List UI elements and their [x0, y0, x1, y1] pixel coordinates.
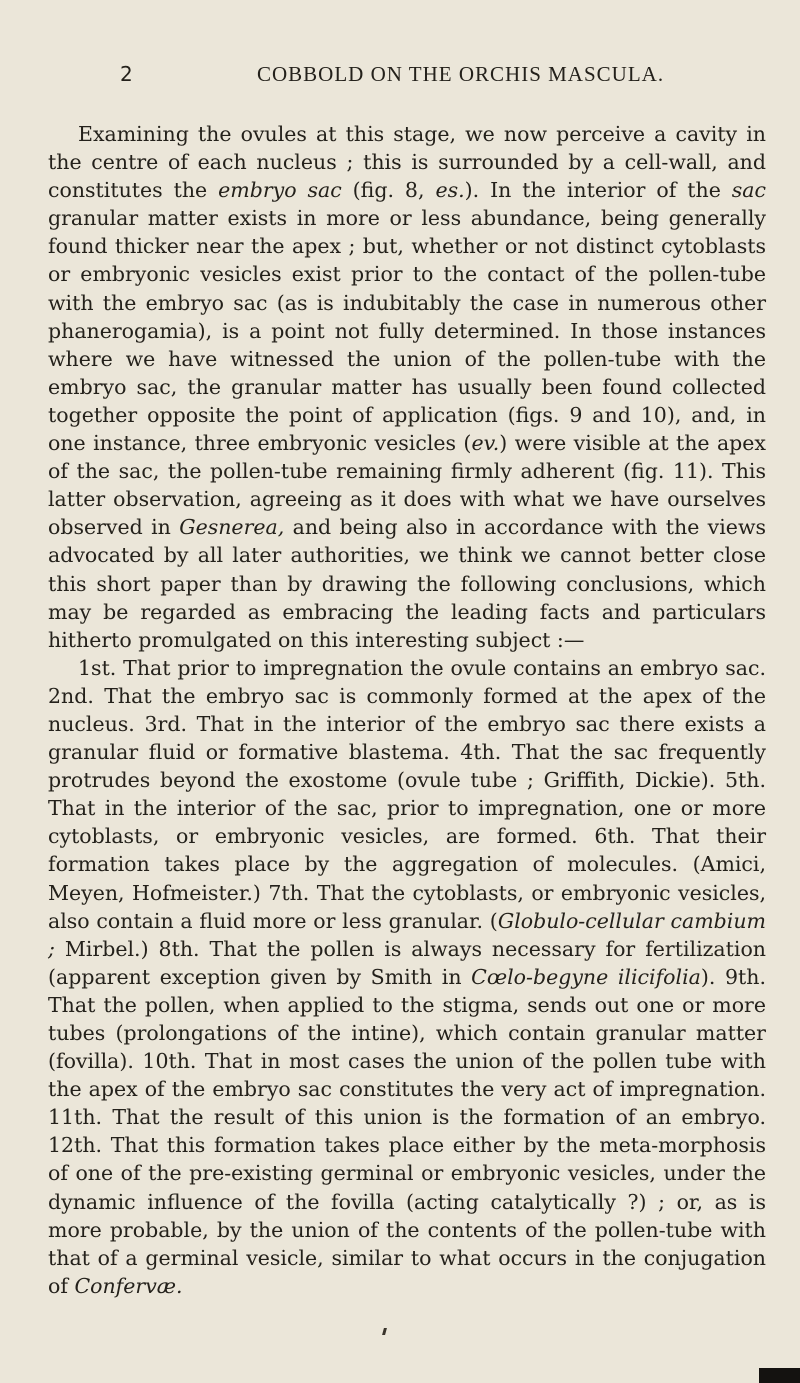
- italic-run: Globulo-cellular cambium ;: [48, 908, 766, 961]
- text-run: 1st. That prior to impregnation the ovule contains an embryo sac. 2nd. That the embryo sac is commonly formed at the apex of the nucleus. 3rd. That in the interior of the embryo sac there exists a granular fluid or formative blastema. 4th. That the sac frequently protrudes beyond the exostome (ovule tube ; Griffith, Dickie). 5th. That in the interior of the sac, prior to impregnation, one or more cytoblasts, or embryonic vesicles, are formed. 6th. That their formation takes place by the aggregation of molecules. (Amici, Meyen, Hofmeister.) 7th. That the cytoblasts, or embryonic vesicles, also contain a fluid more or less granular. (: [48, 655, 766, 933]
- text-run: Mirbel.) 8th. That the pollen is always necessary for fertilization (apparent exception given by Smith in: [48, 936, 766, 989]
- italic-run: es.: [435, 178, 465, 203]
- italic-run: embryo sac: [218, 178, 342, 203]
- running-title: COBBOLD ON THE ORCHIS MASCULA.: [257, 62, 665, 86]
- italic-run: Confervæ.: [74, 1273, 183, 1298]
- page-number: 2: [120, 62, 134, 86]
- text-run: granular matter exists in more or less abundance, being generally found thicker near the apex ; but, whether or not distinct cytoblasts or embryonic vesicles exist prior to the contact of the pollen-tube with the embryo sac (as is indubitably the case in numerous other phanerogamia), is a point not fully determined. In those instances where we have witnessed the union of the pollen-tube with the embryo sac, the granular matter has usually been found collected together opposite the point of application (figs. 9 and 10), and, in one instance, three embryonic vesicles (: [48, 206, 766, 456]
- scan-edge-shadow: [759, 1368, 800, 1383]
- italic-run: ev.: [471, 431, 500, 456]
- ink-speck: [382, 1328, 387, 1335]
- text-run: ). In the interior of the: [464, 178, 732, 203]
- text-run: ) were visible at the apex of the sac, the pollen-tube remaining firmly adherent (fig. 11). This latter observation, agreeing as it does with what we have ourselves observed in: [48, 431, 766, 540]
- text-run: ). 9th. That the pollen, when applied to the stigma, sends out one or more tubes (prolongations of the intine), which contain granular matter (fovilla). 10th. That in most cases the union of the pollen tube with the apex of the embryo sac constitutes the very act of impregnation. 11th. That the result of this union is the formation of an embryo. 12th. That this formation takes place either by the meta-morphosis of one of the pre-existing germinal or embryonic vesicles, under the dynamic influence of the fovilla (acting catalytically ?) ; or, as is more probable, by the union of the contents of the pollen-tube with that of a germinal vesicle, similar to what occurs in the conjugation of: [48, 964, 767, 1298]
- italic-run: Gesnerea,: [179, 515, 285, 540]
- paragraph-observations: [48, 120, 766, 654]
- italic-run: sac: [731, 178, 767, 203]
- paragraph-conclusions: [48, 654, 766, 1300]
- text-run: and being also in accordance with the views advocated by all later authorities, we think we cannot better close this short paper than by drawing the following conclusions, which may be regarded as embracing the leading facts and particulars hitherto promulgated on this interesting subject :—: [48, 515, 767, 652]
- italic-run: Cœlo-begyne ilicifolia: [471, 964, 701, 989]
- body-text: [48, 120, 766, 1300]
- running-head: [120, 62, 760, 96]
- text-run: Examining the ovules at this stage, we now perceive a cavity in the centre of each nucleus ; this is surrounded by a cell-wall, and constitutes the: [48, 122, 766, 203]
- text-run: (fig. 8,: [341, 178, 436, 203]
